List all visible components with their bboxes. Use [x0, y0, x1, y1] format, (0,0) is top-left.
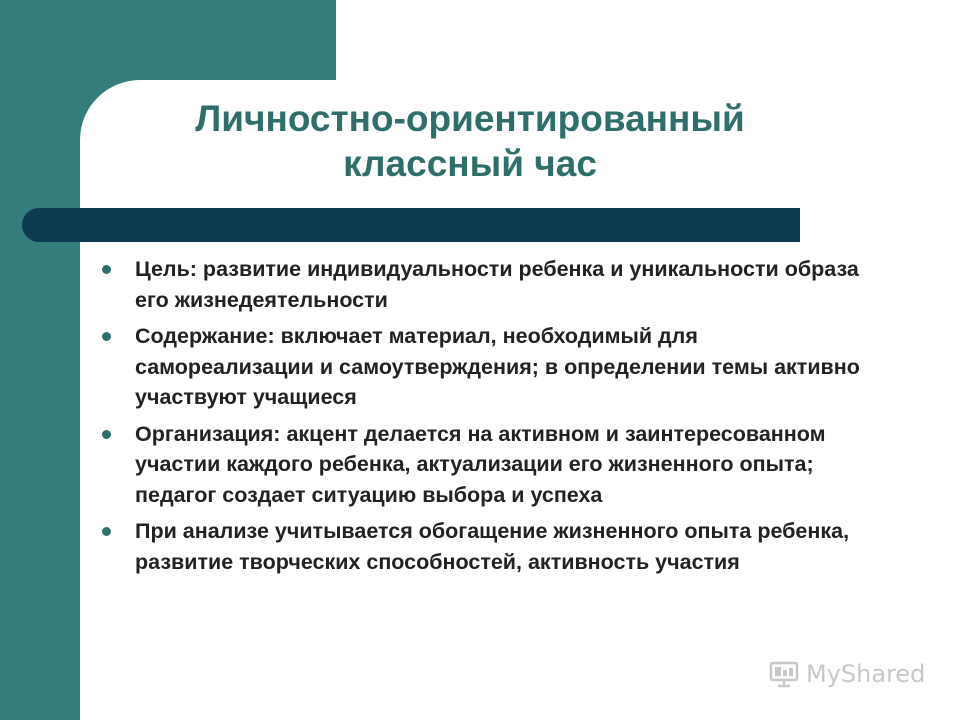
left-decor-band — [0, 0, 80, 720]
slide-title-line-2: классный час — [343, 143, 597, 184]
bullet-text: Содержание: включает материал, необходимый для самореализации и самоутверждения; в определении темы активно участвуют учащиеся — [135, 324, 860, 409]
myshared-watermark — [768, 656, 925, 692]
bullet-item-organization — [100, 419, 880, 511]
watermark-text: MyShared — [806, 660, 926, 688]
bullet-list — [100, 254, 880, 583]
presentation-screen-icon — [768, 658, 800, 690]
bullet-text: Цель: развитие индивидуальности ребенка и уникальности образа его жизнедеятельности — [135, 257, 859, 312]
bullet-dot-icon — [102, 527, 111, 536]
bullet-dot-icon — [102, 265, 111, 274]
bullet-text: При анализе учитывается обогащение жизненного опыта ребенка, развитие творческих способностей, активность участия — [135, 519, 850, 574]
bullet-item-content — [100, 321, 880, 413]
bullet-item-analysis — [100, 516, 880, 577]
title-divider-bar — [22, 208, 800, 242]
slide-title-line-1: Личностно-ориентированный — [195, 98, 745, 139]
bullet-dot-icon — [102, 430, 111, 439]
bullet-item-goal — [100, 254, 880, 315]
top-decor-block — [80, 0, 336, 80]
slide-title — [120, 96, 820, 186]
bullet-dot-icon — [102, 332, 111, 341]
bullet-text: Организация: акцент делается на активном и заинтересованном участии каждого ребенка, актуализации его жизненного опыта; педагог создает ситуацию выбора и успеха — [135, 421, 826, 507]
